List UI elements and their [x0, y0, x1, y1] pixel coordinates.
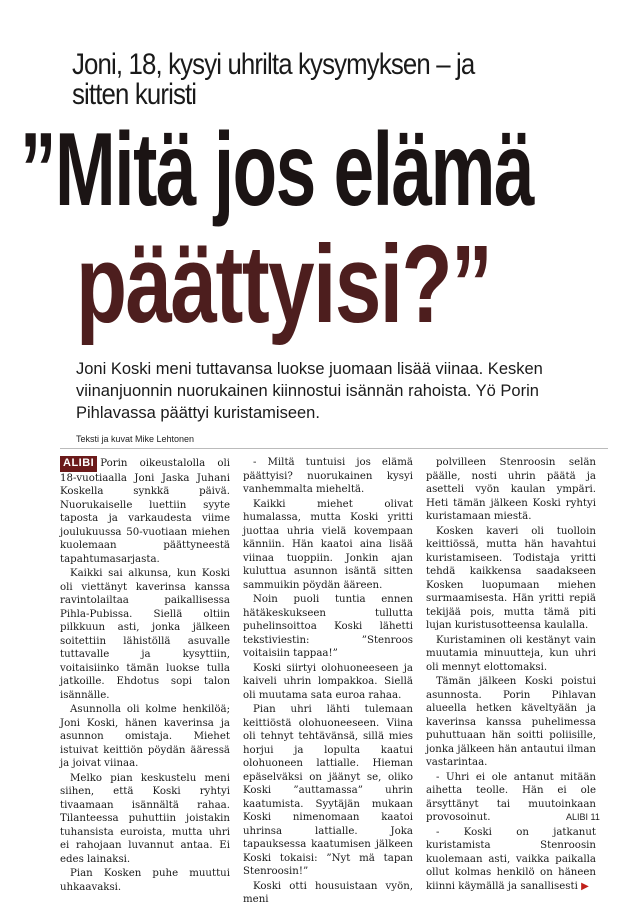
body-paragraph: Tämän jälkeen Koski poistui asunnosta. Porin Pihlavan alueella hetken käveltyään ja kaverinsa kanssa puhelimessa puhuttuaan hän soitti poliisille, jonka jälkeen hän antautui ilman vastarintaa. [426, 676, 596, 768]
body-paragraph: Pian uhri lähti tulemaan keittiöstä olohuoneeseen. Viina oli tehnyt tehtävänsä, sillä mies horjui ja lopulta kaatui olohuoneen lattialle. Hieman epäselväksi on jäänyt se, oliko Koski ”auttamassa” uhrin kaatumista. Syytäjän mukaan Koski nimenomaan kaatoi uhrinsa lattialle. Joka tapauksessa kaatumisen jälkeen Koski tokaisi: ”Nyt mä tapan Stenroosin!” [243, 704, 413, 877]
body-paragraph: Koski otti housuistaan vyön, meni [243, 880, 413, 905]
body-paragraph: - Miltä tuntuisi jos elämä päättyisi? nuorukainen kysyi vanhemmalta mieheltä. [243, 457, 413, 495]
body-paragraph: Koski siirtyi olohuoneeseen ja kaiveli uhrin lompakkoa. Siellä oli muutama sata euroa rahaa. [243, 662, 413, 701]
body-paragraph: Kaikki sai alkunsa, kun Koski oli viettänyt kaverinsa kanssa ravintolailtaa paikallisessa Pihla-Pubissa. Siellä oltiin pilkkuun asti, jonka jälkeen soitettiin lähistöllä asuvalle tuttavalle ja kysyttiin, voitaisiinko tämän luokse tulla jatkoille. Ehdotus sopi talon isännälle. [60, 568, 230, 701]
body-paragraph: Kaikki miehet olivat humalassa, mutta Koski yritti juottaa uhria vielä kovempaan känniin. Hän kaatoi aina lisää viinaa tuoppiin. Jonkin ajan kuluttua asunnon isäntä sitten sammuikin pöydän ääreen. [243, 498, 413, 591]
page-folio: ALIBI 11 [566, 812, 600, 822]
body-paragraph: Asunnolla oli kolme henkilöä; Joni Koski, hänen kaverinsa ja asunnon omistaja. Miehet istuivat keittiön pöydän ääressä ja joivat viinaa. [60, 704, 230, 769]
body-column-3 [426, 456, 596, 894]
body-paragraph: Kuristaminen oli kestänyt vain muutamia minuutteja, kun uhri oli mennyt elottomaksi. [426, 634, 596, 673]
divider [60, 448, 608, 449]
headline-line-2: päättyisi?” [76, 223, 492, 346]
body-paragraph: - Koski on jatkanut kuristamista Stenroosin kuolemaan asti, vaikka paikalla ollut kolmas henkilö on häneen kiinni käymällä ja sanallisesti ▶ [426, 826, 596, 892]
body-column-2 [243, 456, 413, 908]
lead-paragraph: Joni Koski meni tuttavansa luokse juomaan lisää viinaa. Kesken viinanjuonnin nuorukainen kiinnostui isännän rahoista. Yö Porin Pihlavassa päättyi kuristamiseen. [76, 360, 543, 422]
alibi-badge: ALIBI [60, 456, 97, 472]
body-paragraph: polvilleen Stenroosin selän päälle, nosti uhrin päätä ja asetteli vyön kaulan ympäri. Heti tämän jälkeen Koski ryhtyi kuristamaan miestä. [426, 457, 596, 522]
kicker: Joni, 18, kysyi uhrilta kysymyksen – ja sitten kuristi [72, 48, 475, 111]
body-paragraph: Kosken kaveri oli tuolloin keittiössä, mutta hän havahtui kuristamiseen. Todistaja yritti tehdä kaikkensa saadakseen Kosken luopumaan miehen surmaamisesta. Hän yritti repiä tekijää pois, mutta tämä piti lujan kuristusotteensa kaulalla. [426, 525, 596, 631]
continue-arrow-icon: ▶ [581, 880, 589, 892]
body-column-1 [60, 456, 230, 895]
byline-credit: Teksti ja kuvat Mike Lehtonen [76, 434, 195, 444]
headline-line-1: ”Mitä jos elämä [20, 112, 534, 228]
body-paragraph: Noin puoli tuntia ennen hätäkeskukseen tullutta puhelinsoittoa Koski lähetti tekstiviestin: ”Stenroos voitaisiin tappaa!” [243, 594, 413, 659]
body-paragraph: ALIBI Porin oikeustalolla oli 18-vuotiaalla Joni Jaska Juhani Koskella synkkä päivä. Nuorukaiselle luettiin syyte taposta ja varkaudesta viime joulukuussa 50-vuotiaan miehen kuolemaan päättyneestä tapahtumasarjasta. [60, 457, 230, 565]
body-paragraph: Pian Kosken puhe muuttui uhkaavaksi. [60, 868, 230, 893]
body-paragraph: Melko pian keskustelu meni siihen, että Koski ryhtyi tivaamaan isännältä rahaa. Tilanteessa puhuttiin joistakin tuhansista euroista, mutta uhri ei rahojaan luvannut antaa. Ei edes lainaksi. [60, 772, 230, 865]
body-paragraph: - Uhri ei ole antanut mitään aihetta teolle. Hän ei ole ärsyttänyt tai muutoinkaan provosoinut. [426, 771, 596, 823]
